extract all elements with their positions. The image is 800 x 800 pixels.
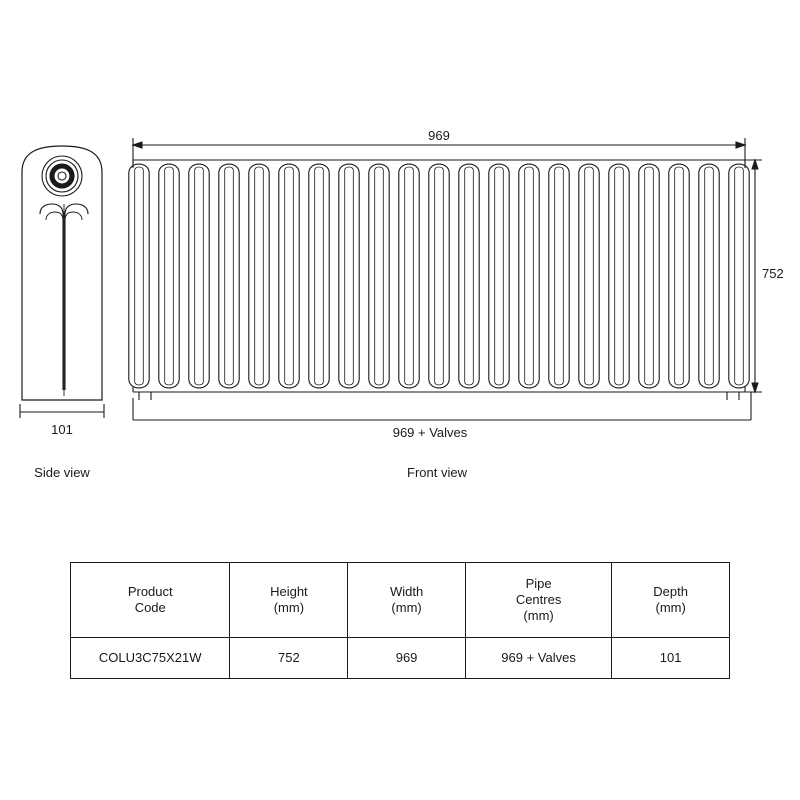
- side-view-caption: Side view: [34, 465, 90, 480]
- radiator-column: [489, 164, 509, 388]
- header-line: Width: [389, 583, 424, 599]
- radiator-column: [159, 164, 179, 388]
- radiator-column: [279, 164, 299, 388]
- side-view-depth-dimension: [20, 404, 104, 418]
- radiator-column: [429, 164, 449, 388]
- radiator-column: [459, 164, 479, 388]
- radiator-column: [309, 164, 329, 388]
- radiator-column: [549, 164, 569, 388]
- radiator-column: [519, 164, 539, 388]
- side-view-depth-label: 101: [51, 422, 73, 437]
- header-line: (mm): [655, 600, 686, 615]
- radiator-column: [249, 164, 269, 388]
- radiator-column: [399, 164, 419, 388]
- header-line: (mm): [391, 600, 422, 615]
- front-view-pipe-centres-label: 969 + Valves: [392, 425, 468, 440]
- side-view-radiator: [22, 146, 102, 400]
- table-row: [71, 638, 730, 679]
- radiator-column: [339, 164, 359, 388]
- front-view-pipe-centres-dimension: [133, 392, 751, 420]
- header-height: [230, 563, 348, 638]
- header-line: Depth: [653, 583, 688, 599]
- header-width: [348, 563, 466, 638]
- radiator-column: [369, 164, 389, 388]
- header-line: Centres: [515, 591, 562, 607]
- table-header-row: [71, 563, 730, 638]
- header-line: Height: [270, 583, 308, 599]
- radiator-column: [219, 164, 239, 388]
- header-depth: [612, 563, 730, 638]
- specification-table: [70, 562, 730, 679]
- header-line: (mm): [523, 608, 554, 624]
- header-line: (mm): [273, 600, 305, 615]
- radiator-column: [609, 164, 629, 388]
- cell-product-code: COLU3C75X21W: [71, 638, 230, 679]
- front-view-height-label: 752: [762, 266, 784, 281]
- front-view-caption: Front view: [407, 465, 467, 480]
- radiator-column: [639, 164, 659, 388]
- front-view-width-label: 969: [428, 128, 450, 143]
- header-product-code: [71, 563, 230, 638]
- radiator-column: [729, 164, 749, 388]
- header-line: Product: [127, 583, 173, 599]
- front-view-radiator: [129, 160, 749, 400]
- cell-width: 969: [348, 638, 466, 679]
- header-pipe-centres: [465, 563, 611, 638]
- radiator-column: [579, 164, 599, 388]
- cell-depth: 101: [612, 638, 730, 679]
- radiator-column: [669, 164, 689, 388]
- header-line: Code: [134, 600, 166, 615]
- radiator-column: [699, 164, 719, 388]
- radiator-column: [129, 164, 149, 388]
- cell-height: 752: [230, 638, 348, 679]
- cell-pipe-centres: 969 + Valves: [465, 638, 611, 679]
- header-line: Pipe: [525, 575, 552, 591]
- radiator-column: [189, 164, 209, 388]
